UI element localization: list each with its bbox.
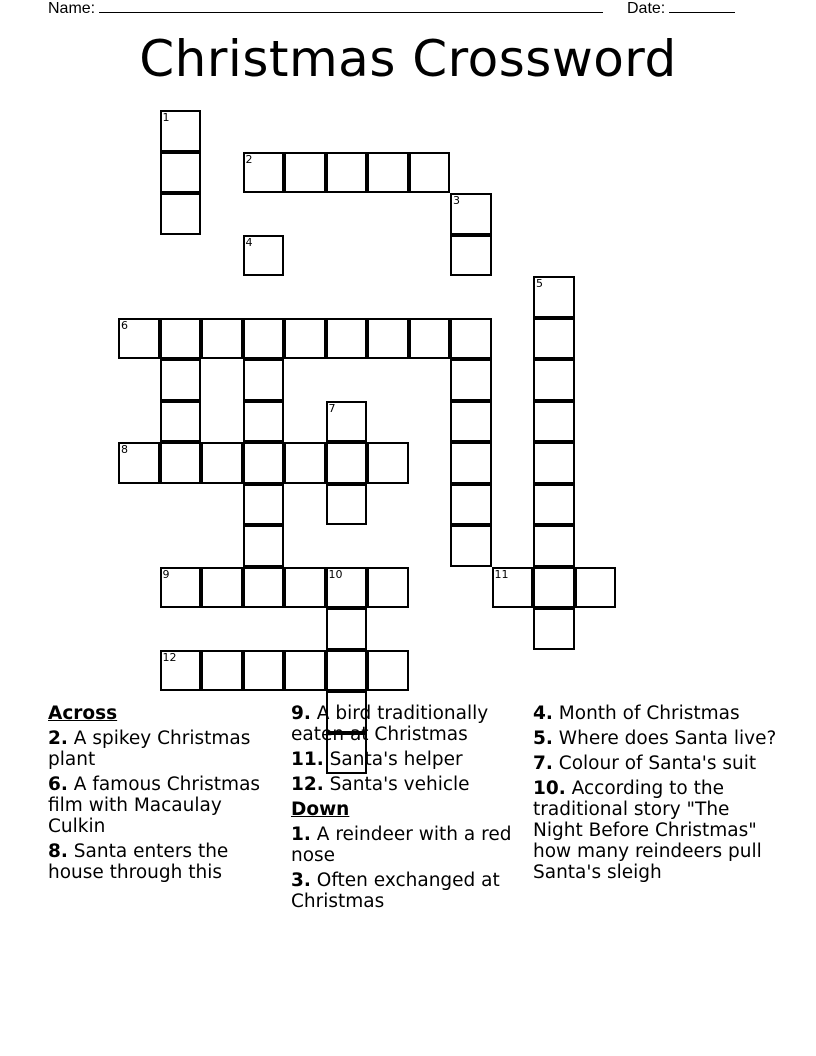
clue-item <box>291 774 521 795</box>
clue-text: Month of Christmas <box>558 703 740 724</box>
clue-item <box>533 703 783 724</box>
clue-number: 1 <box>162 111 170 124</box>
clue-item <box>48 728 278 770</box>
grid-cell[interactable] <box>243 401 285 443</box>
grid-cell[interactable] <box>201 650 243 692</box>
clue-number: 2. <box>48 728 68 749</box>
clue-item <box>291 824 521 866</box>
name-blank-line[interactable] <box>99 0 603 13</box>
clue-number: 4. <box>533 703 553 724</box>
clue-number: 7. <box>533 753 553 774</box>
grid-cell[interactable] <box>367 650 409 692</box>
grid-cell[interactable] <box>243 650 285 692</box>
grid-cell[interactable] <box>201 318 243 360</box>
clue-text: A reindeer with a red nose <box>291 824 512 866</box>
grid-cell[interactable] <box>284 318 326 360</box>
clue-text: A famous Christmas film with Macaulay Culkin <box>48 774 261 837</box>
clue-number: 10 <box>328 567 343 581</box>
grid-cell[interactable] <box>160 401 202 443</box>
grid-cell[interactable] <box>533 484 575 526</box>
grid-cell[interactable] <box>284 650 326 692</box>
clue-number: 4 <box>245 235 253 249</box>
date-blank-line[interactable] <box>669 0 735 13</box>
grid-cell[interactable] <box>367 318 409 360</box>
clue-item <box>291 749 521 770</box>
clue-text: Santa's helper <box>329 749 463 770</box>
clue-text: Colour of Santa's suit <box>558 753 757 774</box>
grid-cell[interactable] <box>326 650 368 692</box>
grid-cell[interactable] <box>201 442 243 484</box>
clue-item <box>533 778 783 883</box>
clue-text: A spikey Christmas plant <box>48 728 251 770</box>
name-label: Name: <box>48 0 96 17</box>
clue-number: 8. <box>48 841 68 862</box>
grid-cell[interactable] <box>326 442 368 484</box>
grid-cell[interactable] <box>326 401 368 443</box>
grid-cell[interactable] <box>160 110 202 152</box>
grid-cell[interactable] <box>160 193 202 235</box>
grid-cell[interactable] <box>326 567 368 609</box>
grid-cell[interactable] <box>450 442 492 484</box>
grid-cell[interactable] <box>533 608 575 650</box>
grid-cell[interactable] <box>450 359 492 401</box>
grid-cell[interactable] <box>243 525 285 567</box>
clue-item <box>291 870 521 912</box>
clue-number: 3 <box>453 194 460 207</box>
grid-cell[interactable] <box>243 567 285 609</box>
section-heading: Down <box>291 799 350 820</box>
grid-cell[interactable] <box>243 442 285 484</box>
clue-text: Santa enters the house through this <box>48 841 229 883</box>
grid-cell[interactable] <box>326 608 368 650</box>
grid-cell[interactable] <box>243 235 285 277</box>
clue-text: Santa's vehicle <box>329 774 470 795</box>
clue-item <box>533 753 783 774</box>
grid-cell[interactable] <box>284 442 326 484</box>
clue-number: 11. <box>291 749 324 770</box>
grid-cell[interactable] <box>284 567 326 609</box>
grid-cell[interactable] <box>533 318 575 360</box>
clue-item <box>291 703 521 745</box>
grid-cell[interactable] <box>118 318 160 360</box>
grid-cell[interactable] <box>450 193 492 235</box>
grid-cell[interactable] <box>160 152 202 194</box>
grid-cell[interactable] <box>326 318 368 360</box>
clue-number: 8 <box>121 443 128 456</box>
name-field <box>48 0 603 18</box>
clue-number: 12 <box>162 650 177 664</box>
grid-cell[interactable] <box>160 567 202 609</box>
grid-cell[interactable] <box>118 442 160 484</box>
clue-number: 3. <box>291 870 311 891</box>
grid-cell[interactable] <box>367 567 409 609</box>
grid-cell[interactable] <box>450 235 492 277</box>
clue-number: 6 <box>121 318 128 332</box>
page-title: Christmas Crossword <box>139 30 677 88</box>
grid-cell[interactable] <box>160 650 202 692</box>
clue-number: 9 <box>162 567 170 581</box>
clue-number: 7 <box>328 401 336 415</box>
clue-number: 1. <box>291 824 311 845</box>
clue-number: 9. <box>291 703 311 724</box>
grid-cell[interactable] <box>284 152 326 194</box>
grid-cell[interactable] <box>450 318 492 360</box>
grid-cell[interactable] <box>367 152 409 194</box>
clue-number: 5 <box>536 277 543 290</box>
grid-cell[interactable] <box>492 567 534 609</box>
grid-cell[interactable] <box>450 484 492 526</box>
grid-cell[interactable] <box>326 484 368 526</box>
clue-column-2 <box>291 703 521 916</box>
clue-text: Often exchanged at Christmas <box>291 870 500 912</box>
clue-number: 11 <box>494 567 509 581</box>
grid-cell[interactable] <box>243 484 285 526</box>
grid-cell[interactable] <box>450 401 492 443</box>
clue-text: A bird traditionally eaten at Christmas <box>291 703 489 745</box>
grid-cell[interactable] <box>533 401 575 443</box>
grid-cell[interactable] <box>533 525 575 567</box>
grid-cell[interactable] <box>533 276 575 318</box>
grid-cell[interactable] <box>409 152 451 194</box>
clue-number: 10. <box>533 778 566 799</box>
grid-cell[interactable] <box>160 359 202 401</box>
grid-cell[interactable] <box>243 359 285 401</box>
clue-column-3 <box>533 703 783 887</box>
grid-cell[interactable] <box>533 359 575 401</box>
grid-cell[interactable] <box>367 442 409 484</box>
grid-cell[interactable] <box>533 567 575 609</box>
clue-item <box>48 841 278 883</box>
clue-number: 5. <box>533 728 553 749</box>
date-label: Date: <box>627 0 666 17</box>
grid-cell[interactable] <box>326 152 368 194</box>
clue-number: 6. <box>48 774 68 795</box>
clue-column-1 <box>48 703 278 887</box>
clue-number: 2 <box>245 152 253 166</box>
grid-cell[interactable] <box>533 442 575 484</box>
grid-cell[interactable] <box>201 567 243 609</box>
grid-cell[interactable] <box>243 318 285 360</box>
clue-text: According to the traditional story "The Night Before Christmas" how many reindeers pull Santa's sleigh <box>533 778 762 883</box>
section-heading: Across <box>48 703 118 724</box>
grid-cell[interactable] <box>160 442 202 484</box>
clue-number: 12. <box>291 774 324 795</box>
grid-cell[interactable] <box>575 567 617 609</box>
grid-cell[interactable] <box>409 318 451 360</box>
clue-text: Where does Santa live? <box>558 728 777 749</box>
grid-cell[interactable] <box>160 318 202 360</box>
grid-cell[interactable] <box>243 152 285 194</box>
grid-cell[interactable] <box>450 525 492 567</box>
clue-item <box>533 728 783 749</box>
date-field <box>627 0 735 18</box>
clue-item <box>48 774 278 837</box>
